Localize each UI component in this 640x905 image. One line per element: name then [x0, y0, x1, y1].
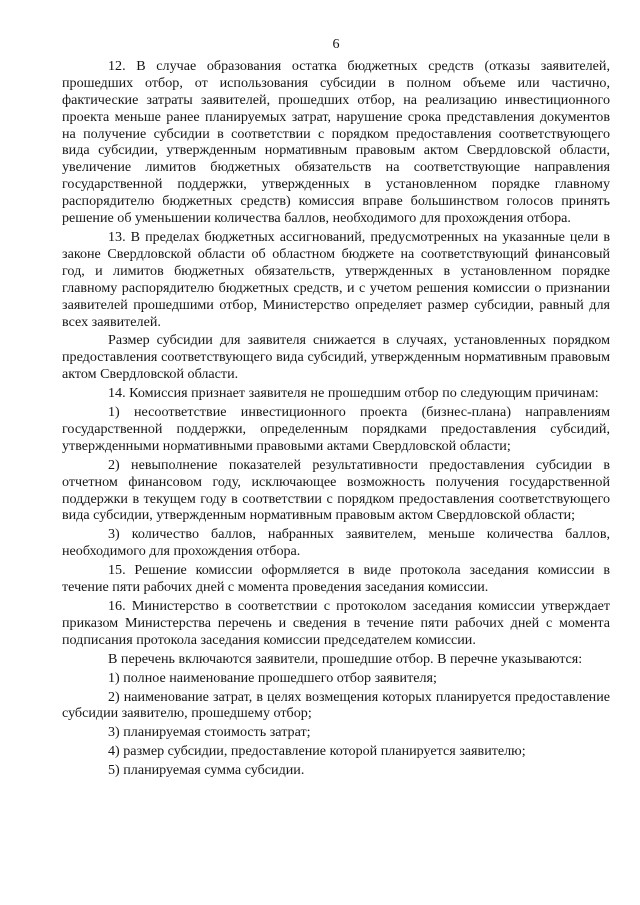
- list-item-14-2: 2) невыполнение показателей результативности предоставления субсидии в отчетном финансовом году, исключающее возможность получения государственной поддержки в текущем году в соответствии с порядком предоставления соответствующего вида субсидии, утвержденным нормативным правовым актом Свердловской области;: [62, 456, 610, 524]
- list-item-1: 1) полное наименование прошедшего отбор заявителя;: [108, 669, 437, 686]
- paragraph-14: 14. Комиссия признает заявителя не прошедшим отбор по следующим причинам:: [108, 385, 599, 402]
- paragraph-subsidy-reduction: Размер субсидии для заявителя снижается в случаях, установленных порядком предоставления соответствующего вида субсидий, утвержденным нормативным правовым актом Свердловской области.: [62, 332, 610, 383]
- paragraph-16: 16. Министерство в соответствии с протоколом заседания комиссии утверждает приказом Министерства перечень и сведения в течение пяти рабочих дней с момента подписания протокола заседания комиссии председателем комиссии.: [62, 598, 610, 648]
- page-number: 6: [332, 36, 340, 52]
- list-item-3: 3) планируемая стоимость затрат;: [108, 724, 311, 741]
- list-item-14-1: 1) несоответствие инвестиционного проекта (бизнес-плана) направлениям государственной поддержки, определенным порядками предоставления субсидий, утвержденными нормативными правовыми актами Свердловской области;: [62, 404, 610, 454]
- list-item-2: 2) наименование затрат, в целях возмещения которых планируется предоставление субсидии заявителю, прошедшему отбор;: [62, 688, 610, 722]
- list-item-4: 4) размер субсидии, предоставление которой планируется заявителю;: [108, 743, 526, 760]
- list-item-14-3: 3) количество баллов, набранных заявителем, меньше количества баллов, необходимого для прохождения отбора.: [62, 526, 610, 560]
- paragraph-12: 12. В случае образования остатка бюджетных средств (отказы заявителей, прошедших отбор, от использования субсидии в полном объеме или частично, фактические затраты заявителей, прошедших отбор, на реализацию инвестиционного проекта меньше ранее планируемых затрат, нарушение срока представления документов на получение субсидии в соответствии с порядком предоставления соответствующего вида субсидии, утвержденным нормативным правовым актом Свердловской области, увеличение лимитов бюджетных обязательств на соответствующие направления государственной поддержки, утвержденных в установленном порядке главному распорядителю бюджетных средств) комиссия вправе большинством голосов принять решение об уменьшении количества баллов, необходимого для прохождения отбора.: [62, 57, 610, 227]
- paragraph-15: 15. Решение комиссии оформляется в виде протокола заседания комиссии в течение пяти рабочих дней с момента проведения заседания комиссии.: [62, 562, 610, 596]
- paragraph-13: 13. В пределах бюджетных ассигнований, предусмотренных на указанные цели в законе Свердловской области об областном бюджете на соответствующий финансовый год, и лимитов бюджетных обязательств, утвержденных в установленном порядке главному распорядителю бюджетных средств, и с учетом решения комиссии о признании заявителей прошедшими отбор, Министерство определяет размер субсидии, равный для всех заявителей.: [62, 228, 610, 330]
- paragraph-list-intro: В перечень включаются заявители, прошедшие отбор. В перечне указываются:: [108, 650, 583, 667]
- list-item-5: 5) планируемая сумма субсидии.: [108, 762, 305, 779]
